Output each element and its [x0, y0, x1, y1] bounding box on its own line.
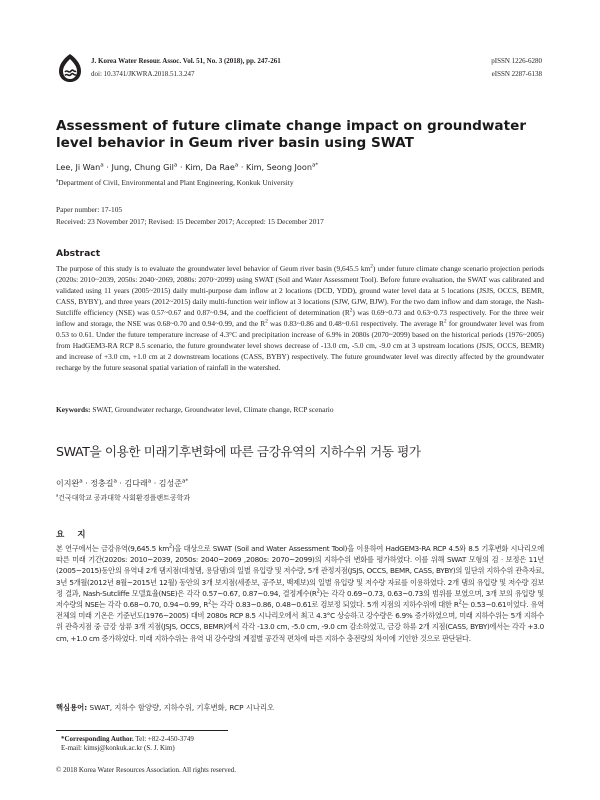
abstract-heading: Abstract — [56, 248, 101, 259]
corresponding-email[interactable]: E-mail: kimsj@konkuk.ac.kr (S. J. Kim) — [61, 744, 175, 752]
corresponding-author: *Corresponding Author. Tel: +82-2-450-3749 — [61, 735, 194, 743]
doi-link[interactable]: doi: 10.3741/JKWRA.2018.51.3.247 — [91, 70, 195, 78]
keywords-en: Keywords: SWAT, Groundwater recharge, Groundwater level, Climate change, RCP scenario — [56, 405, 334, 414]
submission-dates: Received: 23 November 2017; Revised: 15 December 2017; Accepted: 15 December 2017 — [56, 217, 324, 226]
affiliation-ko: $^a$건국대학교 공과대학 사회환경플랜트공학과 — [56, 493, 191, 502]
authors-ko: 이지완$^a$ · 정충길$^a$ · 김다래$^a$ · 김성준$^{a*}$ — [56, 478, 189, 488]
paper-number: Paper number: 17-105 — [56, 205, 123, 214]
abstract-text-en: The purpose of this study is to evaluate the groundwater level behavior of Geum river basin (9,645.5 $km^2$) under future climate change scenario projection periods (2020s: 2010~2039, 2050s: 2040~2069, 2080s: 2070~2099) using SWAT (Soil and Water Assessment Tool). Before future evaluation, the SWAT was calibrated and validated using 11 years (2005~2015) daily multi-purpose dam inflow at 2 locations (DCD, YDD), ground water level data at 5 locations (JSJS, OCCS, BEMR, CASS, BYBY), and three years (2012~2015) daily multi-function weir inflow at 3 locations (SJW, GJW, BJW). For the two dam inflow and dam storage, the Nash-Sutcliffe efficiency (NSE) was 0.57~0.67 and 0.87~0.94, and the coefficient of determination $(R^2)$ was 0.69~0.73 and 0.63~0.73 respectively. For the three weir inflow and storage, the NSE was 0.68~0.70 and 0.94~0.99, and the $R^2$ was 0.83~0.86 and 0.48~0.61 respectively. The average $R^2$ for groundwater level was from 0.53 to 0.61. Under the future temperature increase of 4.3°C and precipitation increase of 6.9% in 2080s (2070~2099) based on the historical periods (1976~2005) from HadGEM3-RA RCP 8.5 scenario, the future groundwater level shows decrease of -13.0 cm, -5.0 cm, -9.0 cm at 3 upstream locations (JSJS, OCCS, BEMR) and increase of +3.0 cm, +1.0 cm at 2 downstream locations (CASS, BYBY) respectively. The future groundwater level was directly affected by the groundwater recharge by the future seasonal spatial variation of rainfall in the watershed. — [56, 263, 544, 372]
eissn: eISSN 2287-6138 — [491, 70, 542, 78]
authors-en: Lee, Ji Wan$^a$ · Jung, Chung Gil$^a$ · Kim, Da Rae$^a$ · Kim, Seong Joon$^{a*}$ — [56, 162, 319, 172]
paper-title-en: Assessment of future climate change impact on groundwater level behavior in Geum river basin using SWAT — [56, 118, 527, 151]
journal-logo-icon — [57, 53, 83, 83]
keywords-ko: 핵심용어: SWAT, 지하수 함양량, 지하수위, 기후변화, RCP 시나리오 — [56, 703, 275, 712]
pissn: pISSN 1226-6280 — [491, 57, 542, 65]
abstract-text-ko: 본 연구에서는 금강유역(9,645.5 $km^2$)을 대상으로 SWAT (Soil and Water Assessment Tool)을 이용하여 HadGEM3-RA RCP 4.5와 8.5 기후변화 시나리오에 따른 미래 기간(2020s: 2010~2039, 2050s: 2040~2069 ,2080s: 2070~2099)의 지하수위 변화를 평가하였다. 이를 위해 SWAT 모형의 검 · 보정은 11년(2005~2015)동안의 유역내 2개 댐지점(대청댐, 용담댐)의 일별 유입량 및 저수량, 5개 관정지점(JSJS, OCCS, BEMR, CASS, BYBY)의 일단위 지하수위 관측자료, 3년 5개월(2012년 8월~2015년 12월) 동안의 3개 보지점(세종보, 공주보, 백제보)의 일별 유입량 및 저수량 자료를 이용하였다. 2개 댐의 유입량 및 저수량 검보정 결과, Nash-Sutcliffe 모델효율(NSE)은 각각 0.57~0.67, 0.87~0.94, 결정계수$(R^2)$는 각각 0.69~0.73, 0.63~0.73의 범위를 보였으며, 3개 보의 유입량 및 저수량의 NSE는 각각 0.68~0.70, 0.94~0.99, $R^2$는 각각 0.83~0.86, 0.48~0.61로 검보정 되었다. 5개 지점의 지하수위에 대한 $R^2$는 0.53~0.61이었다. 유역 전체의 미래 기온은 기준년도(1976~2005) 대비 2080s RCP 8.5 시나리오에서 최고 4.3°C 상승하고 강수량은 6.9% 증가하였으며, 미래 지하수위는 5개 지하수위 관측지점 중 금강 상류 3개 지점(JSJS, OCCS, BEMR)에서 각각 -13.0 cm, -5.0 cm, -9.0 cm 감소하였고, 금강 하류 2개 지점(CASS, BYBY)에서는 각각 +3.0 cm, +1.0 cm 증가하였다. 미래 지하수위는 유역 내 강수량의 계절별 공간적 편차에 따른 지하수 충전량의 차이에 기인한 것으로 판단된다. — [56, 543, 544, 643]
copyright-notice: © 2018 Korea Water Resources Association. All rights reserved. — [56, 766, 236, 774]
footnote-divider — [56, 730, 228, 731]
journal-citation: J. Korea Water Resour. Assoc. Vol. 51, No. 3 (2018), pp. 247-261 — [91, 57, 281, 65]
affiliation-en: $^a$Department of Civil, Environmental and Plant Engineering, Konkuk University — [56, 177, 294, 187]
paper-title-ko: SWAT을 이용한 미래기후변화에 따른 금강유역의 지하수위 거동 평가 — [56, 444, 421, 459]
abstract-heading-ko: 요 지 — [56, 530, 91, 540]
